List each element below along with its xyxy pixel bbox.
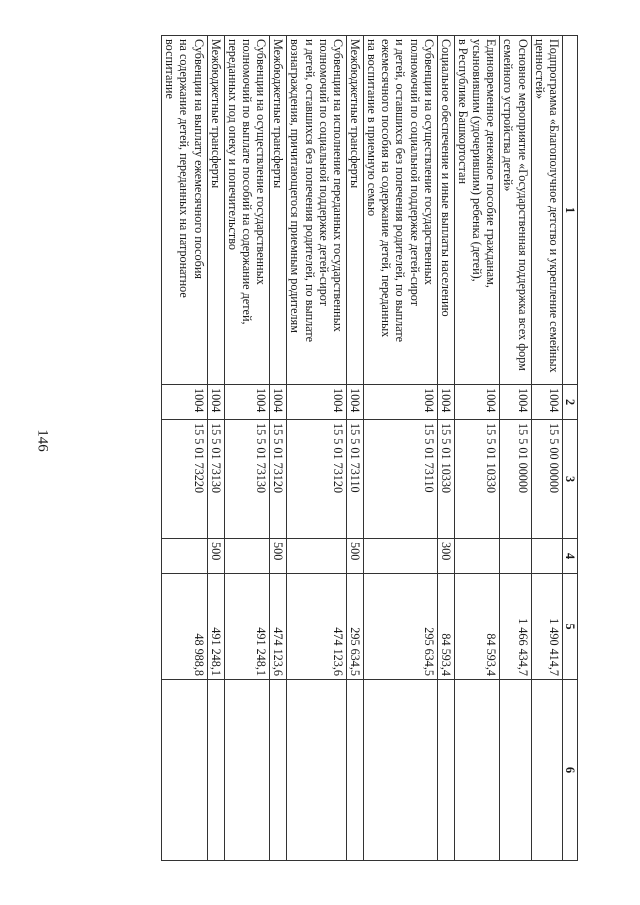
amount-cell: 491 248,1 xyxy=(207,574,224,680)
amount-cell: 48 988,8 xyxy=(162,574,207,680)
type-cell xyxy=(454,539,499,574)
code-cell: 15 5 01 73130 xyxy=(224,420,269,539)
row-name-cell: Единовременное денежное пособие гражданам, усыновившим (удочерившим) ребенка (детей), в Республике Башкортостан xyxy=(454,36,499,385)
table-row xyxy=(500,36,531,861)
table-row xyxy=(224,36,269,861)
page-number: 146 xyxy=(34,429,51,452)
extra-cell xyxy=(364,680,438,861)
section-cell: 1004 xyxy=(346,385,363,420)
extra-cell xyxy=(224,680,269,861)
code-cell: 15 5 01 73220 xyxy=(162,420,207,539)
code-cell: 15 5 01 00000 xyxy=(500,420,531,539)
table-row xyxy=(270,36,287,861)
section-cell: 1004 xyxy=(162,385,207,420)
amount-cell: 474 123,6 xyxy=(287,574,347,680)
table-row xyxy=(346,36,363,861)
table-row xyxy=(531,36,562,861)
row-name-cell: Субвенции на осуществление государственных полномочий по выплате пособий на содержание детей, переданных под опеку и попечительство xyxy=(224,36,269,385)
section-cell: 1004 xyxy=(531,385,562,420)
extra-cell xyxy=(454,680,499,861)
extra-cell xyxy=(437,680,454,861)
amount-cell: 1 490 414,7 xyxy=(531,574,562,680)
column-header-6: 6 xyxy=(562,680,577,861)
type-cell xyxy=(500,539,531,574)
amount-cell: 295 634,5 xyxy=(346,574,363,680)
section-cell: 1004 xyxy=(437,385,454,420)
amount-cell: 295 634,5 xyxy=(364,574,438,680)
amount-cell: 84 593,4 xyxy=(454,574,499,680)
extra-cell xyxy=(270,680,287,861)
code-cell: 15 5 01 73110 xyxy=(364,420,438,539)
code-cell: 15 5 01 10330 xyxy=(437,420,454,539)
table-row xyxy=(287,36,347,861)
row-name-cell: Основное мероприятие «Государственная поддержка всех форм семейного устройства детей» xyxy=(500,36,531,385)
row-name-cell: Социальное обеспечение и иные выплаты населению xyxy=(437,36,454,385)
code-cell: 15 5 01 73110 xyxy=(346,420,363,539)
table-row xyxy=(162,36,207,861)
extra-cell xyxy=(531,680,562,861)
row-name-cell: Подпрограмма «Благополучное детство и укрепление семейных ценностей» xyxy=(531,36,562,385)
code-cell: 15 5 01 73120 xyxy=(287,420,347,539)
section-cell: 1004 xyxy=(500,385,531,420)
column-header-3: 3 xyxy=(562,420,577,539)
column-header-2: 2 xyxy=(562,385,577,420)
row-name-cell: Межбюджетные трансферты xyxy=(270,36,287,385)
code-cell: 15 5 00 00000 xyxy=(531,420,562,539)
section-cell: 1004 xyxy=(364,385,438,420)
amount-cell: 1 466 434,7 xyxy=(500,574,531,680)
amount-cell: 491 248,1 xyxy=(224,574,269,680)
row-name-cell: Субвенции на осуществление государственных полномочий по социальной поддержке детей-сирот и детей, оставшихся без попечения родителей, по выплате ежемесячного пособия на содержание детей, переданных на воспитание в приемную семью xyxy=(364,36,438,385)
row-name-cell: Межбюджетные трансферты xyxy=(346,36,363,385)
type-cell: 300 xyxy=(437,539,454,574)
type-cell xyxy=(224,539,269,574)
type-cell xyxy=(364,539,438,574)
table-row xyxy=(437,36,454,861)
extra-cell xyxy=(162,680,207,861)
type-cell xyxy=(287,539,347,574)
table-row xyxy=(454,36,499,861)
budget-table xyxy=(161,35,578,861)
amount-cell: 474 123,6 xyxy=(270,574,287,680)
type-cell: 500 xyxy=(270,539,287,574)
extra-cell xyxy=(500,680,531,861)
section-cell: 1004 xyxy=(207,385,224,420)
extra-cell xyxy=(346,680,363,861)
section-cell: 1004 xyxy=(224,385,269,420)
section-cell: 1004 xyxy=(287,385,347,420)
column-header-4: 4 xyxy=(562,539,577,574)
row-name-cell: Субвенции на исполнение переданных государственных полномочий по социальной поддержке детей-сирот и детей, оставшихся без попечения родителей, по выплате вознаграждения, причитающегося приемным родителям xyxy=(287,36,347,385)
type-cell xyxy=(162,539,207,574)
row-name-cell: Межбюджетные трансферты xyxy=(207,36,224,385)
column-header-5: 5 xyxy=(562,574,577,680)
row-name-cell: Субвенции на выплату ежемесячного пособия на содержание детей, переданных на патронатное воспитание xyxy=(162,36,207,385)
type-cell: 500 xyxy=(207,539,224,574)
type-cell xyxy=(531,539,562,574)
type-cell: 500 xyxy=(346,539,363,574)
table-header-row xyxy=(562,36,577,861)
code-cell: 15 5 01 73120 xyxy=(270,420,287,539)
code-cell: 15 5 01 73130 xyxy=(207,420,224,539)
column-header-1: 1 xyxy=(562,36,577,385)
section-cell: 1004 xyxy=(270,385,287,420)
extra-cell xyxy=(287,680,347,861)
table-row xyxy=(364,36,438,861)
table-row xyxy=(207,36,224,861)
extra-cell xyxy=(207,680,224,861)
amount-cell: 84 593,4 xyxy=(437,574,454,680)
code-cell: 15 5 01 10330 xyxy=(454,420,499,539)
section-cell: 1004 xyxy=(454,385,499,420)
